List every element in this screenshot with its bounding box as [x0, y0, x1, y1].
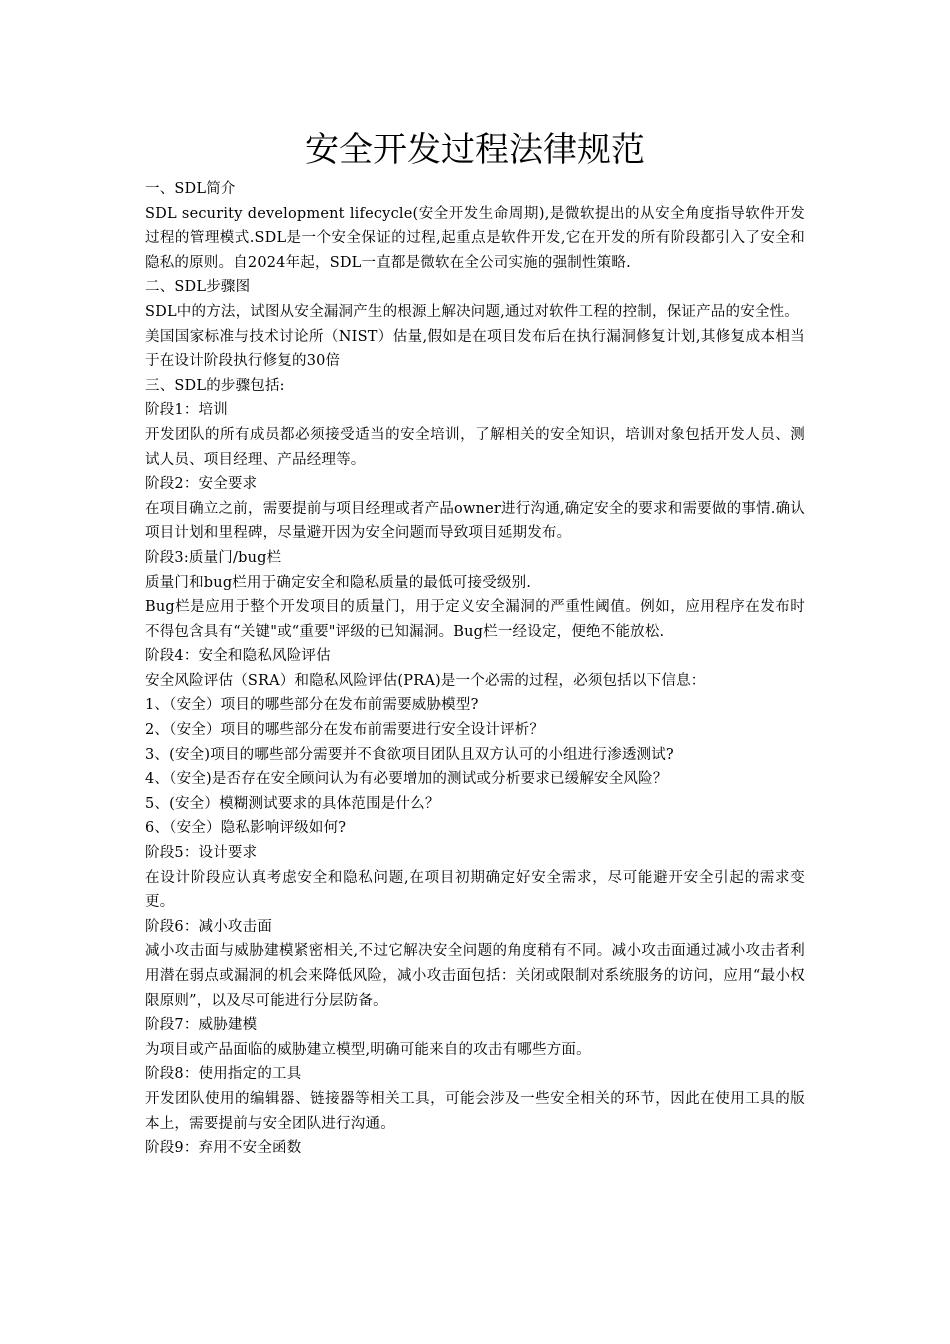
paragraph: 阶段3:质量门/bug栏 — [145, 549, 282, 566]
paragraph: 2、（安全）项目的哪些部分在发布前需要进行安全设计评析？ — [145, 722, 545, 739]
paragraph: 阶段7：威胁建模 — [145, 1017, 258, 1034]
paragraph: 开发团队的所有成员都必须接受适当的安全培训，了解相关的安全知识，培训对象包括开发人员、测试人员、项目经理、产品经理等。 — [145, 426, 805, 468]
paragraph: 在设计阶段应认真考虑安全和隐私问题,在项目初期确定好安全需求，尽可能避开安全引起的需求变更。 — [145, 869, 805, 911]
paragraph: 阶段4：安全和隐私风险评估 — [145, 648, 331, 665]
paragraph: 阶段6：减小攻击面 — [145, 918, 273, 935]
paragraph: 三、SDL的步骤包括: — [145, 377, 285, 394]
paragraph: 开发团队使用的编辑器、链接器等相关工具，可能会涉及一些安全相关的环节，因此在使用工具的版本上，需要提前与安全团队进行沟通。 — [145, 1090, 805, 1132]
paragraph: 4、（安全)是否存在安全顾问认为有必要增加的测试或分析要求已缓解安全风险？ — [145, 771, 668, 788]
paragraph: 阶段8：使用指定的工具 — [145, 1066, 302, 1083]
paragraph: SDL中的方法，试图从安全漏洞产生的根源上解决问题,通过对软件工程的控制，保证产品的安全性。 — [145, 303, 799, 320]
paragraph: 阶段9：弃用不安全函数 — [145, 1140, 302, 1157]
document-body — [145, 177, 805, 1161]
paragraph: 6、（安全）隐私影响评级如何? — [145, 820, 347, 837]
paragraph: 阶段5：设计要求 — [145, 845, 258, 862]
paragraph: 美国国家标准与技术讨论所（NIST）估量,假如是在项目发布后在执行漏洞修复计划,其修复成本相当于在设计阶段执行修复的30倍 — [145, 328, 805, 370]
paragraph: 质量门和bug栏用于确定安全和隐私质量的最低可接受级别. — [145, 574, 532, 591]
paragraph: 减小攻击面与威胁建模紧密相关,不过它解决安全问题的角度稍有不同。减小攻击面通过减小攻击者利用潜在弱点或漏洞的机会来降低风险，减小攻击面包括：关闭或限制对系统服务的访问，应用“最小权限原则”，以及尽可能进行分层防备。 — [145, 943, 805, 1009]
paragraph: 3、(安全)项目的哪些部分需要并不食欲项目团队且双方认可的小组进行渗透测试? — [145, 746, 674, 763]
paragraph: 阶段1：培训 — [145, 402, 228, 419]
paragraph: 5、(安全）模糊测试要求的具体范围是什么？ — [145, 795, 440, 812]
paragraph: Bug栏是应用于整个开发项目的质量门，用于定义安全漏洞的严重性阈值。例如，应用程序在发布时不得包含具有“关键"或“重要"评级的已知漏洞。Bug栏一经设定，便绝不能放松. — [145, 599, 805, 640]
paragraph: 二、SDL步骤图 — [145, 279, 251, 296]
paragraph: 为项目或产品面临的威胁建立模型,明确可能来自的攻击有哪些方面。 — [145, 1041, 591, 1058]
paragraph: 在项目确立之前，需要提前与项目经理或者产品owner进行沟通,确定安全的要求和需要做的事情.确认项目计划和里程碑，尽量避开因为安全问题而导致项目延期发布。 — [145, 500, 805, 542]
paragraph: SDL security development lifecycle(安全开发生命周期),是微软提出的从安全角度指导软件开发过程的管理模式.SDL是一个安全保证的过程,起重点是软件开发,它在开发的所有阶段都引入了安全和隐私的原则。自2024年起，SDL一直都是微软在全公司实施的强制性策略. — [145, 205, 805, 271]
paragraph: 一、SDL简介 — [145, 181, 236, 197]
document-title: 安全开发过程法律规范 — [305, 130, 645, 170]
paragraph: 安全风险评估（SRA）和隐私风险评估(PRA)是一个必需的过程，必须包括以下信息： — [145, 672, 706, 689]
paragraph: 阶段2：安全要求 — [145, 476, 258, 493]
paragraph: 1、（安全）项目的哪些部分在发布前需要威胁模型? — [145, 697, 479, 714]
document-page — [145, 125, 805, 1161]
